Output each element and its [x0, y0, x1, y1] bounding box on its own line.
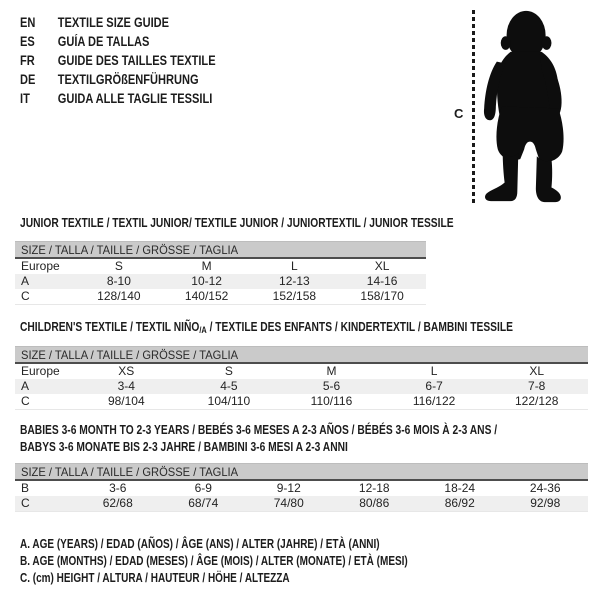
language-list: [20, 13, 259, 108]
legend-height: C. (cm) HEIGHT / ALTURA / HAUTEUR / HÖHE / ALTEZZA: [20, 571, 290, 585]
size-header-row: [15, 242, 426, 259]
size-value-cell: 104/110: [207, 394, 251, 408]
legend-age-months: B. AGE (MONTHS) / EDAD (MESES) / ÂGE (MOIS) / ALTER (MONATE) / ETÀ (MESI): [20, 554, 408, 568]
height-dashed-line-icon: [472, 10, 475, 204]
size-value-cell: 140/152: [184, 289, 229, 303]
language-title: TEXTILGRÖßENFÜHRUNG: [57, 72, 199, 87]
row-label-cell: C: [21, 289, 30, 303]
size-header-row: [15, 347, 588, 364]
table-row-europe: [15, 258, 426, 274]
language-row: [20, 32, 216, 51]
size-value-cell: 74/80: [246, 496, 332, 512]
size-value-cell: 18-24: [444, 481, 476, 495]
size-value-cell: XL: [529, 364, 545, 378]
childrens-table-title-subscript: /A: [199, 325, 207, 335]
row-label-cell: Europe: [21, 364, 60, 378]
size-value-cell: XL: [374, 259, 390, 273]
size-value-cell: L: [291, 259, 298, 273]
size-header-cell: SIZE / TALLA / TAILLE / GRÖSSE / TAGLIA: [15, 464, 588, 481]
legend-age-years: A. AGE (YEARS) / EDAD (AÑOS) / ÂGE (ANS) / ALTER (JAHRE) / ETÀ (ANNI): [20, 537, 380, 551]
table-row-age-months: [15, 480, 588, 496]
language-title: GUIDE DES TAILLES TEXTILE: [57, 53, 216, 68]
language-code: ES: [20, 34, 35, 49]
row-label-cell: B: [21, 481, 30, 495]
size-value-cell: 62/68: [75, 496, 161, 512]
size-value-cell: 86/92: [417, 496, 503, 512]
size-value-cell: 24-36: [529, 481, 561, 495]
childrens-table-title: [20, 319, 513, 339]
language-code: DE: [20, 72, 36, 87]
language-code: IT: [20, 91, 30, 106]
junior-table-title: JUNIOR TEXTILE / TEXTIL JUNIOR/ TEXTILE JUNIOR / JUNIORTEXTIL / JUNIOR TESSILE: [20, 216, 454, 230]
height-measure-label: C: [454, 106, 464, 121]
table-row-height: [15, 394, 588, 410]
language-code: FR: [20, 53, 35, 68]
babies-table-title: [20, 422, 600, 456]
size-value-cell: 10-12: [163, 274, 251, 289]
size-value-cell: 4-5: [178, 379, 281, 394]
table-row-height: [15, 496, 588, 512]
childrens-size-table: [15, 346, 588, 410]
language-title: GUÍA DE TALLAS: [57, 34, 150, 49]
size-value-cell: 6-9: [194, 481, 212, 495]
size-value-cell: 92/98: [503, 496, 589, 512]
size-value-cell: L: [430, 364, 438, 378]
legend: [20, 536, 505, 587]
baby-silhouette-icon: [482, 5, 578, 205]
row-label-cell: A: [15, 274, 75, 289]
size-value-cell: 128/140: [97, 289, 141, 303]
table-row-age: [15, 274, 426, 289]
size-value-cell: 3-6: [109, 481, 127, 495]
size-value-cell: S: [224, 364, 233, 378]
size-value-cell: 12-13: [251, 274, 339, 289]
size-value-cell: 80/86: [332, 496, 418, 512]
size-value-cell: M: [201, 259, 212, 273]
babies-size-table: [15, 463, 588, 512]
size-value-cell: M: [326, 364, 337, 378]
size-value-cell: XS: [118, 364, 135, 378]
row-label-cell: C: [15, 496, 75, 512]
row-label-cell: A: [15, 379, 75, 394]
row-label-cell: C: [21, 394, 30, 408]
row-label-cell: Europe: [21, 259, 60, 273]
size-value-cell: 116/122: [412, 394, 456, 408]
table-row-age: [15, 379, 588, 394]
size-value-cell: S: [114, 259, 123, 273]
size-value-cell: 14-16: [338, 274, 426, 289]
language-title: TEXTILE SIZE GUIDE: [57, 15, 170, 30]
size-value-cell: 12-18: [358, 481, 390, 495]
junior-size-table: [15, 241, 426, 305]
childrens-table-title-text: CHILDREN'S TEXTILE / TEXTIL NIÑO: [20, 320, 200, 334]
size-value-cell: 68/74: [161, 496, 247, 512]
language-row: [20, 89, 216, 108]
size-header-cell: SIZE / TALLA / TAILLE / GRÖSSE / TAGLIA: [15, 242, 426, 259]
size-value-cell: 9-12: [276, 481, 301, 495]
size-value-cell: 7-8: [485, 379, 588, 394]
size-value-cell: 3-4: [75, 379, 178, 394]
size-value-cell: 8-10: [75, 274, 163, 289]
size-value-cell: 110/116: [310, 394, 353, 408]
size-value-cell: 6-7: [383, 379, 486, 394]
size-value-cell: 122/128: [514, 394, 559, 408]
size-value-cell: 152/158: [272, 289, 317, 303]
size-value-cell: 98/104: [107, 394, 145, 408]
size-value-cell: 5-6: [280, 379, 383, 394]
language-row: [20, 70, 216, 89]
babies-table-title-line-2: BABYS 3-6 MONATE BIS 2-3 JAHRE / BAMBINI 3-6 MESI A 2-3 ANNI: [20, 440, 348, 454]
language-row: [20, 13, 216, 32]
table-row-height: [15, 289, 426, 305]
language-code: EN: [20, 15, 36, 30]
size-header-row: [15, 464, 588, 481]
childrens-table-title-text: / TEXTILE DES ENFANTS / KINDERTEXTIL / BAMBINI TESSILE: [206, 320, 513, 334]
language-title: GUIDA ALLE TAGLIE TESSILI: [57, 91, 213, 106]
size-value-cell: 158/170: [360, 289, 404, 303]
language-row: [20, 51, 216, 70]
table-row-europe: [15, 363, 588, 379]
size-header-cell: SIZE / TALLA / TAILLE / GRÖSSE / TAGLIA: [15, 347, 588, 364]
babies-table-title-line-1: BABIES 3-6 MONTH TO 2-3 YEARS / BEBÉS 3-6 MESES A 2-3 AÑOS / BÉBÉS 3-6 MOIS À 2-3 ANS /: [20, 423, 498, 437]
